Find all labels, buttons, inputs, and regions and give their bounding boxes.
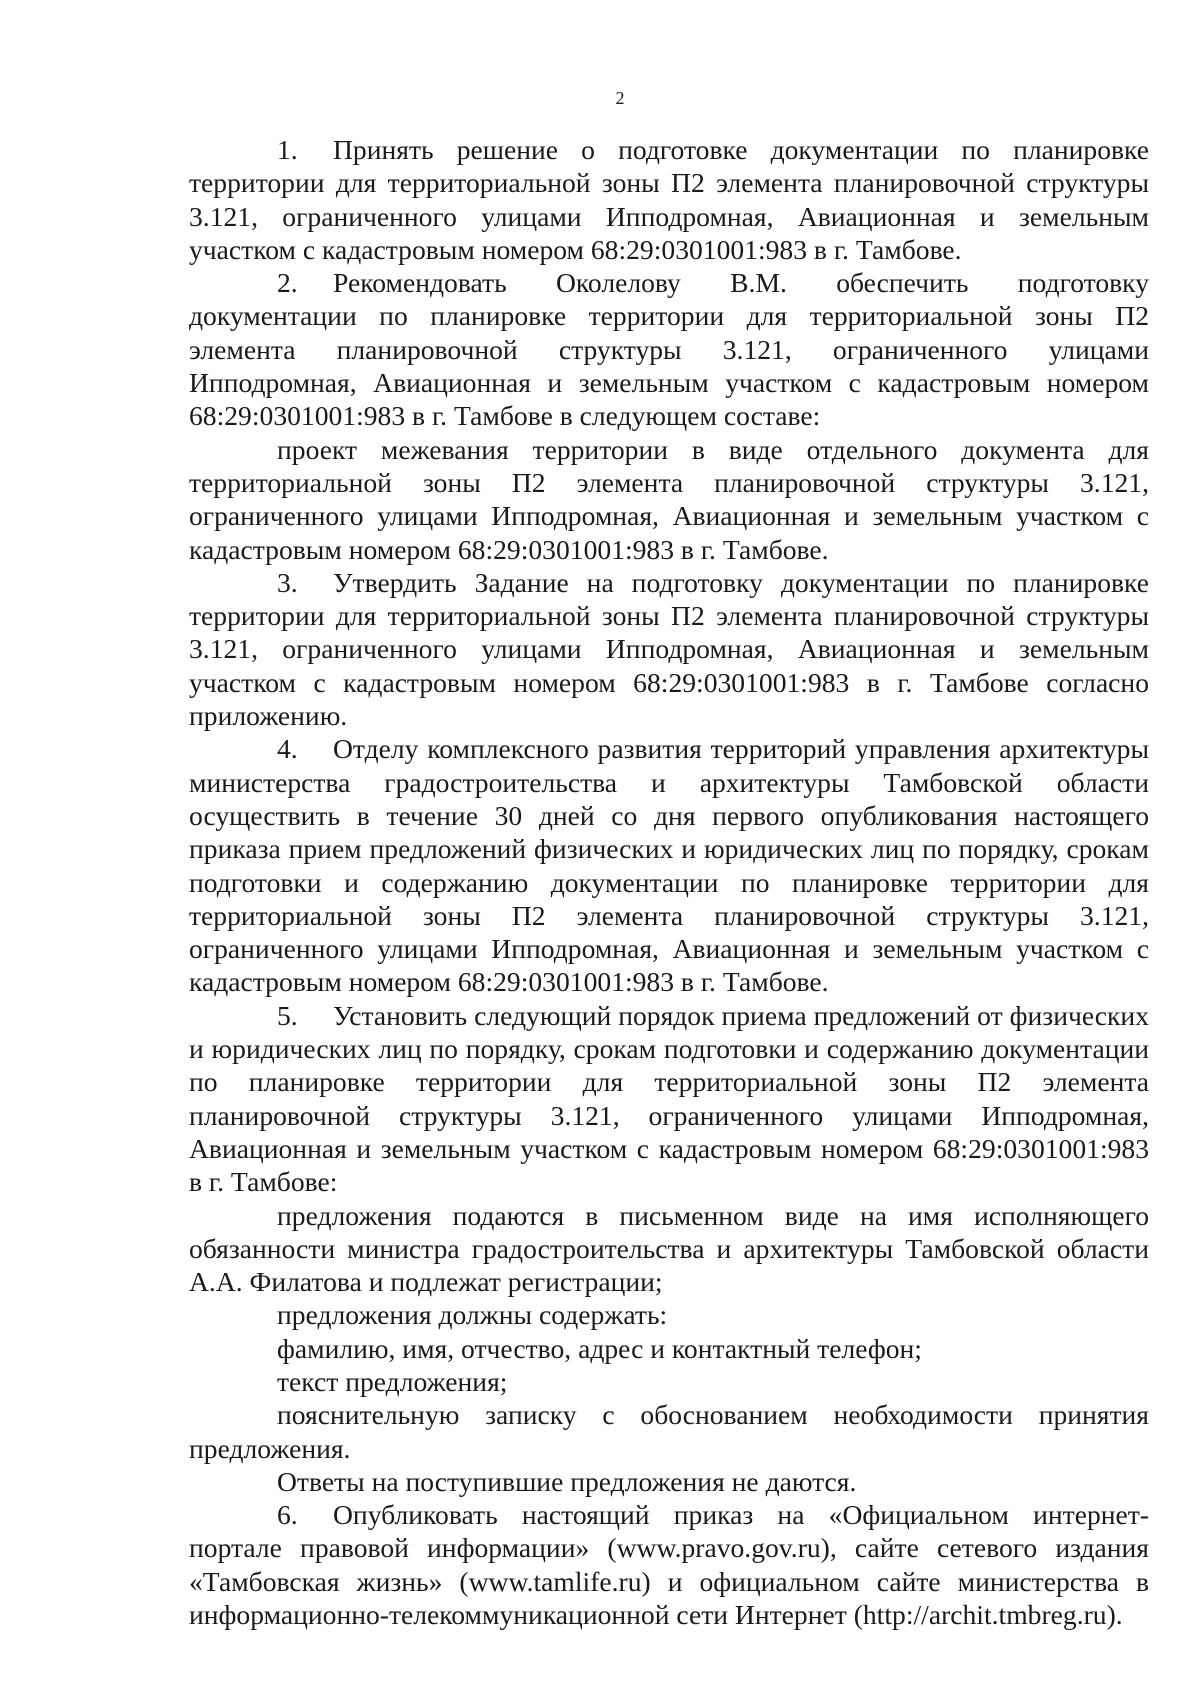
paragraph-text: пояснительную записку с обоснованием необходимости принятия предложения. [189, 1399, 1149, 1464]
paragraph-text: предложения должны содержать: [277, 1299, 668, 1331]
paragraph-5-sub-2 [189, 1298, 1149, 1331]
paragraph-1 [189, 133, 1149, 266]
paragraph-5-sub-3 [189, 1332, 1149, 1365]
paragraph-text: проект межевания территории в виде отдельного документа для территориальной зоны П2 элемента планировочной структуры 3.121, ограниченного улицами Ипподромная, Авиационная и земельным участком с кадастровым номером 68:29:0301001:983 в г. Тамбове. [189, 433, 1149, 565]
paragraph-5-sub-4 [189, 1365, 1149, 1398]
paragraph-text: Принять решение о подготовке документации по планировке территории для территориальной зоны П2 элемента планировочной структуры 3.121, ограниченного улицами Ипподромная, Авиационная и земельным участком с кадастровым номером 68:29:0301001:983 в г. Тамбове. [189, 134, 1149, 265]
paragraph-text: Отделу комплексного развития территорий управления архитектуры министерства градостроительства и архитектуры Тамбовской области осуществить в течение 30 дней со дня первого опубликования настоящего приказа прием предложений физических и юридических лиц по порядку, срокам подготовки и содержанию документации по планировке территории для территориальной зоны П2 элемента планировочной структуры 3.121, ограниченного улицами Ипподромная, Авиационная и земельным участком с кадастровым номером 68:29:0301001:983 в г. Тамбове. [189, 733, 1149, 998]
paragraph-4 [189, 732, 1149, 998]
paragraph-text: фамилию, имя, отчество, адрес и контактный телефон; [277, 1332, 922, 1364]
paragraph-5-sub-6 [189, 1465, 1149, 1498]
paragraph-3 [189, 566, 1149, 732]
paragraph-text: предложения подаются в письменном виде на имя исполняющего обязанности министра градостроительства и архитектуры Тамбовской области А.А. Филатова и подлежат регистрации; [189, 1199, 1149, 1298]
paragraph-5 [189, 999, 1149, 1199]
paragraph-number: 5. [277, 999, 298, 1031]
paragraph-number: 6. [277, 1499, 298, 1531]
paragraph-6 [189, 1498, 1149, 1631]
paragraph-number: 3. [277, 566, 298, 598]
paragraph-5-sub-1 [189, 1199, 1149, 1299]
paragraph-text: Ответы на поступившие предложения не даются. [277, 1465, 857, 1497]
page-number: 2 [615, 88, 625, 108]
paragraph-number: 1. [277, 134, 298, 165]
paragraph-text: текст предложения; [277, 1365, 508, 1397]
paragraph-number: 4. [277, 733, 298, 765]
paragraph-2 [189, 266, 1149, 432]
document-body [189, 133, 1149, 1631]
paragraph-text: Установить следующий порядок приема предложений от физических и юридических лиц по порядку, срокам подготовки и содержанию документации по планировке территории для территориальной зоны П2 элемента планировочной структуры 3.121, ограниченного улицами Ипподромная, Авиационная и земельным участком с кадастровым номером 68:29:0301001:983 в г. Тамбове: [189, 999, 1149, 1198]
paragraph-text: Утвердить Задание на подготовку документации по планировке территории для территориальной зоны П2 элемента планировочной структуры 3.121, ограниченного улицами Ипподромная, Авиационная и земельным участком с кадастровым номером 68:29:0301001:983 в г. Тамбове согласно приложению. [189, 566, 1149, 732]
paragraph-text: Рекомендовать Околелову В.М. обеспечить подготовку документации по планировке территории для территориальной зоны П2 элемента планировочной структуры 3.121, ограниченного улицами Ипподромная, Авиационная и земельным участком с кадастровым номером 68:29:0301001:983 в г. Тамбове в следующем составе: [189, 267, 1149, 432]
paragraph-5-sub-5 [189, 1398, 1149, 1465]
paragraph-text: Опубликовать настоящий приказ на «Официальном интернет-портале правовой информации» (www.pravo.gov.ru), сайте сетевого издания «Тамбовская жизнь» (www.tamlife.ru) и официальном сайте министерства в информационно-телекоммуникационной сети Интернет (http://archit.tmbreg.ru). [189, 1499, 1149, 1631]
paragraph-2-sub [189, 433, 1149, 566]
paragraph-number: 2. [277, 267, 298, 299]
